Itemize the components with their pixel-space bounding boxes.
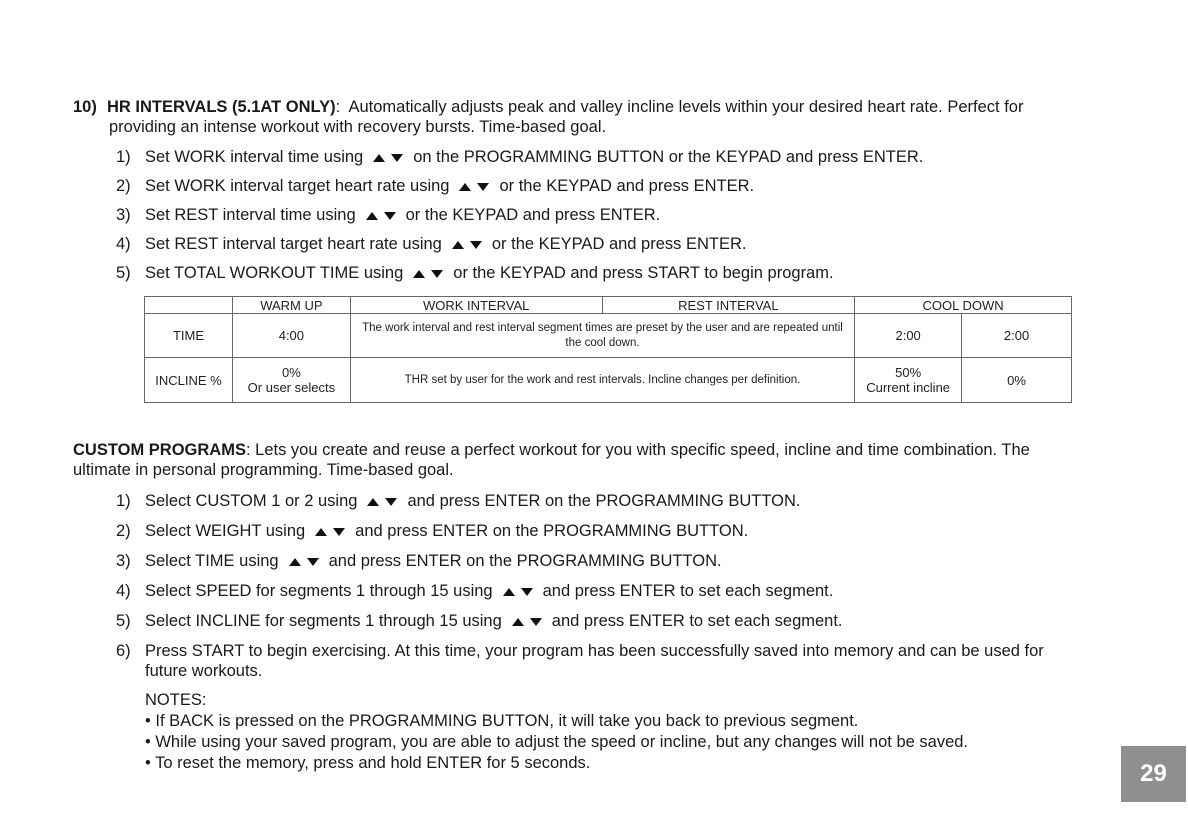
up-down-arrows-icon bbox=[366, 212, 396, 220]
step-text-after: and press ENTER on the PROGRAMMING BUTTON. bbox=[328, 552, 722, 570]
section-description-cont: providing an intense workout with recovery bursts. Time-based goal. bbox=[109, 118, 607, 136]
hr-interval-table bbox=[144, 296, 1072, 403]
up-arrow-icon bbox=[503, 588, 515, 596]
up-down-arrows-icon bbox=[315, 528, 345, 536]
list-item bbox=[116, 551, 1096, 571]
table-row bbox=[145, 314, 1072, 358]
up-down-arrows-icon bbox=[373, 154, 403, 162]
row-label-time: TIME bbox=[145, 314, 233, 358]
step-text: Select WEIGHT using bbox=[145, 522, 306, 540]
step-text-cont: future workouts. bbox=[145, 662, 263, 680]
step-number: 4) bbox=[116, 582, 131, 600]
table-corner-cell bbox=[145, 297, 233, 314]
step-text: Set WORK interval time using bbox=[145, 148, 364, 166]
step-number: 3) bbox=[116, 206, 131, 224]
incline-cool-down-1 bbox=[855, 358, 962, 403]
down-arrow-icon bbox=[384, 212, 396, 220]
page-number-badge: 29 bbox=[1121, 746, 1186, 802]
step-number: 3) bbox=[116, 552, 131, 570]
up-arrow-icon bbox=[413, 270, 425, 278]
step-text: Set REST interval target heart rate using bbox=[145, 235, 442, 253]
hr-intervals-steps bbox=[116, 147, 1096, 283]
step-number: 6) bbox=[116, 642, 131, 660]
list-item bbox=[116, 491, 1096, 511]
up-down-arrows-icon bbox=[459, 183, 489, 191]
up-arrow-icon bbox=[452, 241, 464, 249]
step-text: Select INCLINE for segments 1 through 15 using bbox=[145, 612, 502, 630]
step-text-after: and press ENTER on the PROGRAMMING BUTTON. bbox=[355, 522, 749, 540]
step-number: 1) bbox=[116, 492, 131, 510]
down-arrow-icon bbox=[470, 241, 482, 249]
incline-cool-down-2: 0% bbox=[962, 358, 1072, 403]
list-item bbox=[116, 263, 1096, 283]
list-item bbox=[116, 641, 1096, 681]
up-arrow-icon bbox=[459, 183, 471, 191]
step-text: Set REST interval time using bbox=[145, 206, 356, 224]
hr-intervals-heading bbox=[73, 97, 1103, 137]
down-arrow-icon bbox=[391, 154, 403, 162]
notes-title: NOTES: bbox=[145, 691, 207, 709]
step-text-after: or the KEYPAD and press ENTER. bbox=[405, 206, 661, 224]
up-down-arrows-icon bbox=[413, 270, 443, 278]
notes-block bbox=[145, 690, 1095, 774]
up-down-arrows-icon bbox=[512, 618, 542, 626]
step-text: Select CUSTOM 1 or 2 using bbox=[145, 492, 358, 510]
up-down-arrows-icon bbox=[367, 498, 397, 506]
time-cool-down-1: 2:00 bbox=[855, 314, 962, 358]
incline-warm-up-cell bbox=[232, 358, 350, 403]
up-down-arrows-icon bbox=[503, 588, 533, 596]
table-row bbox=[145, 297, 1072, 314]
incline-interval-note: THR set by user for the work and rest intervals. Incline changes per definition. bbox=[350, 358, 854, 403]
up-arrow-icon bbox=[289, 558, 301, 566]
time-interval-note: The work interval and rest interval segment times are preset by the user and are repeated until the cool down. bbox=[350, 314, 854, 358]
section-number: 10) bbox=[73, 98, 97, 116]
section-description: Automatically adjusts peak and valley incline levels within your desired heart rate. Perfect for bbox=[348, 98, 1024, 116]
header-rest-interval: REST INTERVAL bbox=[602, 297, 855, 314]
header-warm-up: WARM UP bbox=[232, 297, 350, 314]
up-arrow-icon bbox=[367, 498, 379, 506]
up-arrow-icon bbox=[373, 154, 385, 162]
incline-warm-up-value: 0% bbox=[281, 365, 301, 380]
time-cool-down-2: 2:00 bbox=[962, 314, 1072, 358]
section-description-cont: ultimate in personal programming. Time-based goal. bbox=[73, 461, 454, 479]
down-arrow-icon bbox=[307, 558, 319, 566]
step-number: 5) bbox=[116, 264, 131, 282]
up-arrow-icon bbox=[366, 212, 378, 220]
down-arrow-icon bbox=[530, 618, 542, 626]
custom-programs-steps bbox=[116, 491, 1096, 681]
step-number: 4) bbox=[116, 235, 131, 253]
down-arrow-icon bbox=[385, 498, 397, 506]
step-text: Set TOTAL WORKOUT TIME using bbox=[145, 264, 404, 282]
note-item: • To reset the memory, press and hold ENTER for 5 seconds. bbox=[145, 754, 591, 772]
up-down-arrows-icon bbox=[289, 558, 319, 566]
header-work-interval: WORK INTERVAL bbox=[350, 297, 602, 314]
step-text-after: and press ENTER to set each segment. bbox=[542, 582, 834, 600]
incline-warm-up-note: Or user selects bbox=[247, 380, 336, 395]
step-text-after: and press ENTER to set each segment. bbox=[551, 612, 843, 630]
step-number: 2) bbox=[116, 177, 131, 195]
up-arrow-icon bbox=[315, 528, 327, 536]
down-arrow-icon bbox=[477, 183, 489, 191]
row-label-incline: INCLINE % bbox=[145, 358, 233, 403]
step-text: Select TIME using bbox=[145, 552, 279, 570]
step-number: 2) bbox=[116, 522, 131, 540]
section-colon: : bbox=[245, 441, 251, 459]
table-row bbox=[145, 358, 1072, 403]
step-text-after: or the KEYPAD and press START to begin program. bbox=[453, 264, 834, 282]
step-text: Press START to begin exercising. At this time, your program has been successfully saved into memory and can be used for bbox=[145, 642, 1044, 660]
list-item bbox=[116, 611, 1096, 631]
incline-cool-down-value: 50% bbox=[895, 365, 922, 380]
down-arrow-icon bbox=[333, 528, 345, 536]
list-item bbox=[116, 581, 1096, 601]
section-colon: : bbox=[335, 98, 341, 116]
note-item: • If BACK is pressed on the PROGRAMMING BUTTON, it will take you back to previous segment. bbox=[145, 712, 859, 730]
list-item bbox=[116, 521, 1096, 541]
custom-programs-heading bbox=[73, 440, 1103, 480]
note-item: • While using your saved program, you are able to adjust the speed or incline, but any changes will not be saved. bbox=[145, 733, 969, 751]
down-arrow-icon bbox=[521, 588, 533, 596]
incline-cool-down-note: Current incline bbox=[866, 380, 951, 395]
step-text: Select SPEED for segments 1 through 15 using bbox=[145, 582, 493, 600]
section-description: Lets you create and reuse a perfect workout for you with specific speed, incline and time combination. The bbox=[255, 441, 1030, 459]
list-item bbox=[116, 147, 1096, 167]
time-warm-up-cell: 4:00 bbox=[232, 314, 350, 358]
list-item bbox=[116, 205, 1096, 225]
section-title: HR INTERVALS (5.1AT ONLY) bbox=[107, 98, 336, 116]
step-text-after: or the KEYPAD and press ENTER. bbox=[499, 177, 755, 195]
step-text: Set WORK interval target heart rate using bbox=[145, 177, 450, 195]
list-item bbox=[116, 234, 1096, 254]
step-text-after: or the KEYPAD and press ENTER. bbox=[491, 235, 747, 253]
down-arrow-icon bbox=[431, 270, 443, 278]
list-item bbox=[116, 176, 1096, 196]
up-arrow-icon bbox=[512, 618, 524, 626]
step-number: 1) bbox=[116, 148, 131, 166]
step-text-after: and press ENTER on the PROGRAMMING BUTTON. bbox=[407, 492, 801, 510]
step-text-after: on the PROGRAMMING BUTTON or the KEYPAD and press ENTER. bbox=[413, 148, 924, 166]
step-number: 5) bbox=[116, 612, 131, 630]
header-cool-down: COOL DOWN bbox=[855, 297, 1072, 314]
section-title: CUSTOM PROGRAMS bbox=[73, 441, 246, 459]
up-down-arrows-icon bbox=[452, 241, 482, 249]
